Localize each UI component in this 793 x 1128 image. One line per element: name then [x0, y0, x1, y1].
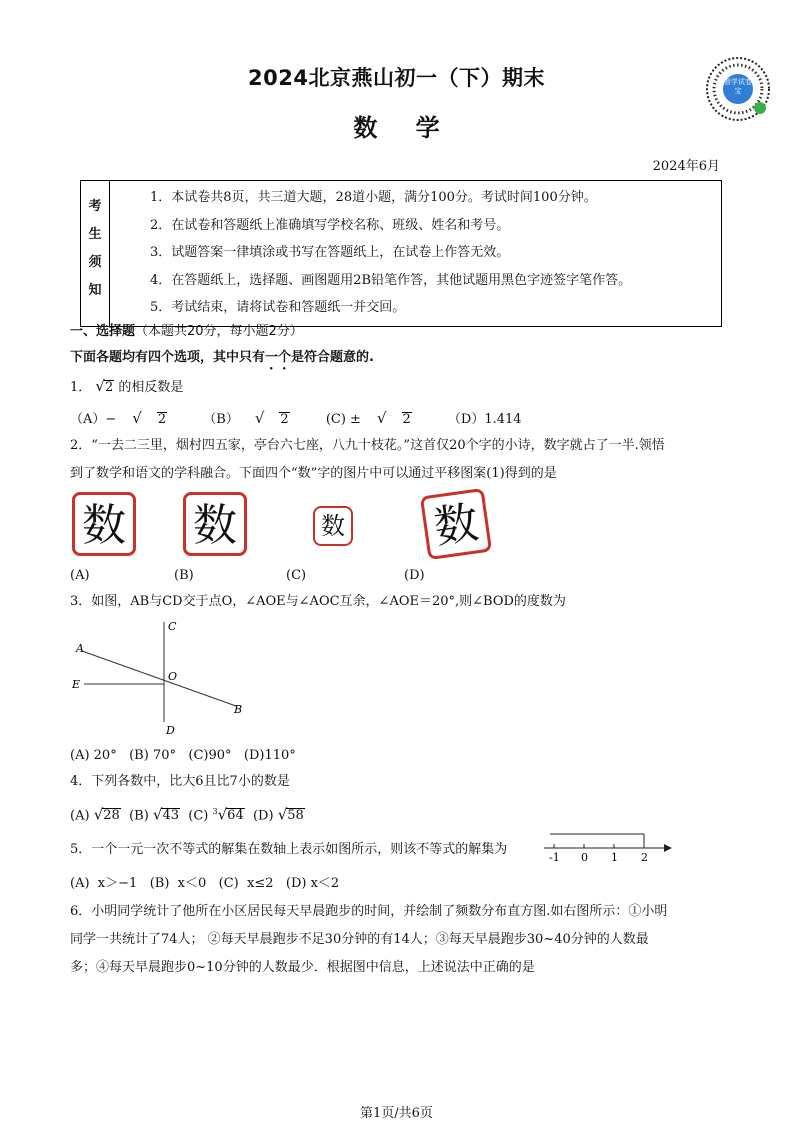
point-label: B	[234, 703, 243, 716]
question-1-options	[70, 404, 538, 434]
notice-char: 生	[88, 227, 102, 242]
option-c: (C) ± √ 2	[325, 409, 411, 427]
question-3-stem: 3．如图，AB与CD交于点O，∠AOE与∠AOC互余，∠AOE＝20°,则∠BOD的度数为	[70, 594, 566, 609]
page-title: 2024北京燕山初一（下）期末	[248, 66, 545, 90]
option-a-label: (A)	[70, 568, 90, 583]
option-b-label: (B)	[174, 568, 194, 583]
question-number: 1．	[70, 380, 92, 395]
question-3-options: (A) 20° (B) 70° (C)90° (D)110°	[70, 748, 296, 763]
option-b: （B） √ 2	[203, 409, 289, 427]
qr-label: 督学试卷宝	[724, 78, 752, 95]
notice-item: 1．本试卷共8页，共三道大题，28道小题，满分100分。考试时间100分钟。	[150, 190, 597, 205]
question-1-stem: 1． √2 的相反数是	[70, 377, 184, 395]
question-text: 的相反数是	[118, 380, 184, 395]
option-label: (B)	[129, 808, 149, 824]
section-instruction	[70, 346, 374, 373]
question-5-stem: 5．一个一元一次不等式的解集在数轴上表示如图所示，则该不等式的解集为	[70, 842, 508, 857]
exam-date: 2024年6月	[652, 159, 720, 174]
option-label: (D)	[252, 808, 274, 824]
question-text: 同学一共统计了74人； ②每天早晨跑步不足30分钟的有14人；③每天早晨跑步30~40分钟的人数最	[70, 932, 649, 947]
question-4-options: (A) √28 (B) √43 (C) $^3$√64 (D) √58	[70, 805, 304, 824]
instruction-text: 是符合题意的.	[291, 350, 374, 365]
notice-item: 4．在答题纸上，选择题、画图题用2B铅笔作答，其他试题用黑色字迹签字笔作答。	[150, 272, 632, 288]
section-heading	[70, 320, 303, 339]
option-d: （D）1.414	[447, 412, 522, 427]
option-c-label: (C)	[286, 568, 307, 583]
question-text: 到了数学和语文的学科融合。下面四个“数”字的图片中可以通过平移图案(1)得到的是	[70, 466, 557, 481]
option-a-image: 数	[72, 492, 136, 556]
tick-label: 2	[641, 851, 648, 864]
tick-label: 0	[581, 851, 588, 864]
notice-item: 3．试题答案一律填涂或书写在答题纸上，在试卷上作答无效。	[150, 245, 510, 260]
subject-title: 数 学	[353, 114, 440, 142]
notice-char: 考	[88, 199, 102, 214]
tick-label: 1	[611, 851, 618, 864]
question-text: 多；④每天早晨跑步0~10分钟的人数最少．根据图中信息，上述说法中正确的是	[70, 960, 535, 975]
option-label: (A)	[70, 808, 90, 824]
instruction-text: 下面各题均有四个选项，其中只有	[70, 350, 266, 365]
point-label: D	[166, 724, 175, 737]
number-line-figure	[540, 828, 675, 868]
point-label: C	[168, 620, 177, 633]
radicand: 58	[287, 808, 304, 824]
radicand: 2	[104, 380, 114, 395]
notice-item: 2．在试卷和答题纸上准确填写学校名称、班级、姓名和考号。	[150, 217, 510, 233]
question-6-stem	[70, 898, 730, 982]
instruction-emphasis: 一个	[265, 350, 292, 365]
page-number: 第1页/共6页	[360, 1106, 433, 1121]
exam-notice-box	[80, 180, 722, 327]
tick-label: -1	[549, 851, 560, 864]
radicand: 28	[103, 808, 120, 824]
point-label: A	[76, 642, 84, 655]
option-d-label: (D)	[404, 568, 425, 583]
notice-item: 5．考试结束，请将试卷和答题纸一并交回。	[150, 300, 406, 315]
notice-char: 知	[88, 283, 102, 298]
section-note: （本题共20分，每小题2分）	[135, 324, 303, 339]
radicand: 43	[162, 808, 180, 824]
question-text: 2．“一去二三里，烟村四五家，亭台六七座，八九十枝花。”这首仅20个字的小诗，数字就占了一半.领悟	[70, 438, 665, 453]
option-c-image: 数	[313, 506, 353, 546]
notice-char: 须	[88, 255, 102, 270]
question-4-stem: 4．下列各数中，比大6且比7小的数是	[70, 774, 290, 789]
question-text: 6．小明同学统计了他所在小区居民每天早晨跑步的时间，并绘制了频数分布直方图.如右图所示：①小明	[70, 904, 668, 919]
point-label: O	[168, 670, 178, 683]
question-5-options: (A) x＞−1 (B) x＜0 (C) x≤2 (D) x＜2	[70, 876, 340, 891]
option-a: （A）− √ 2	[70, 409, 167, 427]
notice-side-label	[81, 181, 110, 327]
option-d-image: 数	[420, 488, 492, 560]
section-title: 一、选择题	[70, 324, 136, 339]
intersecting-lines-figure	[64, 618, 254, 742]
radicand: 64	[227, 808, 244, 824]
option-label: (C)	[188, 808, 209, 824]
question-2-stem	[70, 432, 730, 488]
point-label: E	[72, 678, 81, 691]
root-index: 3	[212, 807, 218, 816]
option-b-image: 数	[183, 492, 247, 556]
